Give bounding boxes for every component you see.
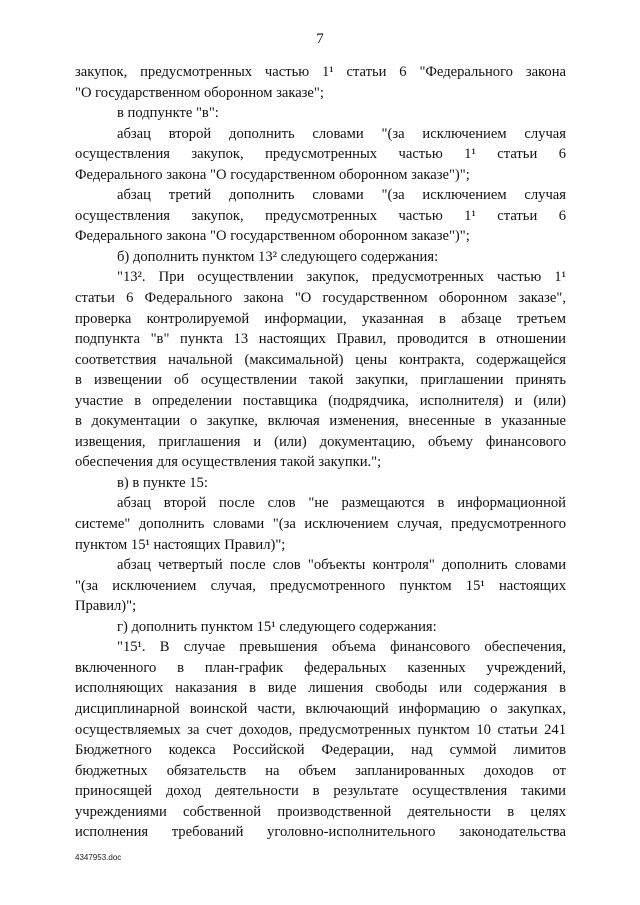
text-line: абзац третий дополнить словами "(за исключением случая [117,187,566,204]
text-line: Правил)"; [75,598,137,615]
text-line: "(за исключением случая, предусмотренного пунктом 15¹ настоящих [75,577,566,594]
text-line: в) в пункте 15: [117,474,208,491]
text-line: включенного в план-график федеральных казенных учреждений, [75,659,566,676]
text-line: бюджетных обязательств на объем запланированных доходов от [75,762,566,779]
text-line: исполнения требований уголовно-исполнительного законодательства [75,824,566,841]
footer-document-code: 4347953.doc [75,853,122,862]
text-line: абзац второй после слов "не размещаются в информационной [117,495,566,512]
text-line: исполняющих наказания в виде лишения свободы или содержания в [75,680,566,697]
text-line: соответствия начальной (максимальной) цены контракта, содержащейся [75,351,566,368]
text-line: "13². При осуществлении закупок, предусмотренных частью 1¹ [117,269,566,286]
text-line: извещения, приглашения и (или) документацию, объему финансового [75,433,566,450]
document-body [75,62,566,843]
text-line: обеспечения для осуществления такой закупки."; [75,454,382,471]
text-line: г) дополнить пунктом 15¹ следующего содержания: [117,618,437,635]
text-line: приносящей доход деятельности в результате осуществления такими [75,783,566,800]
text-line: абзац второй дополнить словами "(за исключением случая [117,125,566,142]
text-line: закупок, предусмотренных частью 1¹ статьи 6 "Федерального закона [75,64,566,80]
text-line: участие в определении поставщика (подрядчика, исполнителя) и (или) [75,392,566,409]
text-line: "15¹. В случае превышения объема финансового обеспечения, [117,639,566,656]
text-line: "О государственном оборонном заказе"; [75,84,324,101]
text-line: пунктом 15¹ настоящих Правил)"; [75,536,286,553]
text-line: Федерального закона "О государственном оборонном заказе")"; [75,228,470,245]
page-number: 7 [316,31,324,47]
text-line: статьи 6 Федерального закона "О государственном оборонном заказе", [75,290,566,307]
text-line: осуществляемых за счет доходов, предусмотренных пунктом 10 статьи 241 [75,721,566,738]
text-line: осуществления закупок, предусмотренных частью 1¹ статьи 6 [75,146,566,163]
text-line: дисциплинарной воинской части, включающий информацию о закупках, [75,700,566,717]
text-line: в извещении об осуществлении такой закупки, приглашении принять [75,372,566,389]
text-line: проверка контролируемой информации, указанная в абзаце третьем [75,310,566,327]
text-line: осуществления закупок, предусмотренных частью 1¹ статьи 6 [75,207,566,224]
text-line: подпункта "в" пункта 13 настоящих Правил, проводится в отношении [75,331,566,348]
text-line: абзац четвертый после слов "объекты контроля" дополнить словами [117,557,566,574]
text-line: б) дополнить пунктом 13² следующего содержания: [117,248,439,265]
text-line: в документации о закупке, включая изменения, внесенные в указанные [75,413,566,430]
text-line: в подпункте "в": [117,105,219,122]
text-line: Федерального закона "О государственном оборонном заказе")"; [75,166,470,183]
text-line: системе" дополнить словами "(за исключением случая, предусмотренного [75,516,566,533]
text-line: Бюджетного кодекса Российской Федерации, над суммой лимитов [75,742,566,759]
text-line: учреждениями собственной производственной деятельности в целях [75,803,566,820]
